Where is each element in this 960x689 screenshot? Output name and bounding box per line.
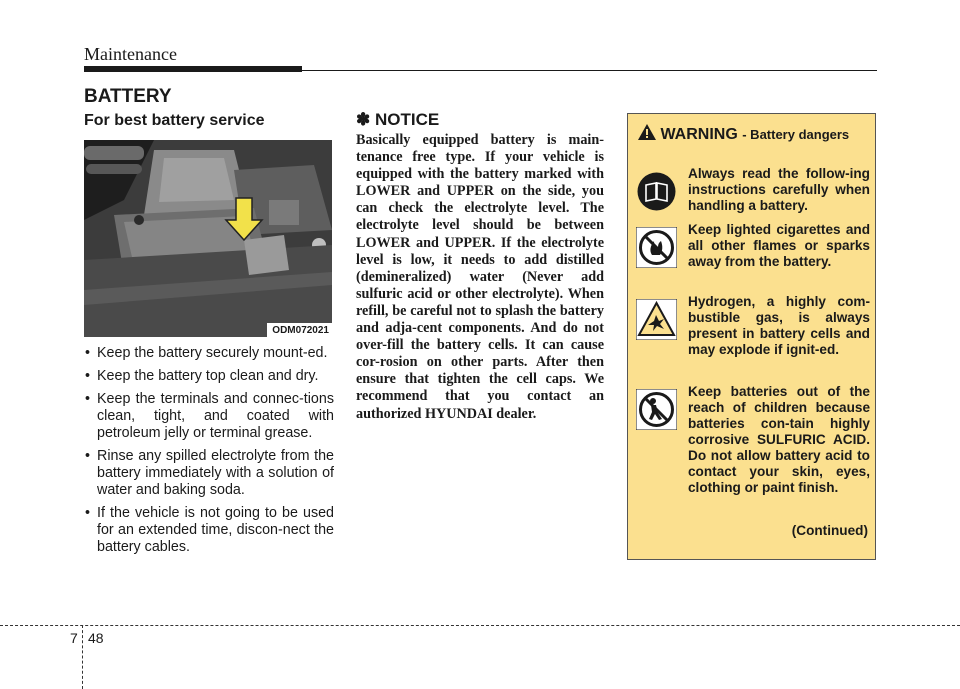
bullet-text: If the vehicle is not going to be used for an extended time, discon-nect the battery cables.: [97, 505, 334, 555]
warning-item-text: Hydrogen, a highly com-bustible gas, is always present in battery cells and may explode if ignit-ed.: [688, 294, 870, 357]
subheading: For best battery service: [84, 112, 265, 129]
warning-item-text: Keep batteries out of the reach of children because batteries con-tain highly corrosive SULFURIC ACID. Do not allow battery acid to contact your skin, eyes, clothing or paint finish.: [688, 384, 870, 495]
bullet-marker: •: [85, 345, 91, 361]
warning-box: [627, 113, 876, 560]
list-item: [84, 345, 334, 362]
photo-caption: ODM072021: [267, 323, 332, 337]
battery-photo: [84, 140, 332, 337]
warning-subtitle: - Battery dangers: [742, 127, 850, 142]
notice-body: Basically equipped battery is main-tenance free type. If your vehicle is equipped with the battery marked with LOWER and UPPER on the side, you can check the electrolyte level. The electrolyte level should be between LOWER and UPPER. If the electrolyte level is low, it needs to add distilled (demineralized) water (Never add sulfuric acid or other electrolyte). When refill, be careful not to splash the battery and adja-cent components. And do not over-fill the battery cells. It can cause cor-rosion on other parts. After then ensure that tighten the cell caps. We recommend that you contact an authorized HYUNDAI dealer.: [356, 132, 604, 422]
warning-title: WARNING: [660, 126, 738, 143]
warning-header: [638, 124, 873, 144]
bullet-marker: •: [85, 448, 91, 464]
notice-heading: ✽ NOTICE: [356, 110, 440, 129]
no-smoking-flame-icon: [636, 227, 677, 268]
bullet-marker: •: [85, 505, 91, 521]
bullet-text: Keep the battery top clean and dry.: [97, 368, 319, 384]
continued-label: (Continued): [791, 523, 868, 538]
bullet-list: [84, 345, 334, 562]
explosion-hazard-icon: [636, 299, 677, 340]
bullet-text: Rinse any spilled electrolyte from the battery immediately with a solution of water and baking soda.: [97, 448, 334, 498]
bullet-text: Keep the terminals and connec-tions clean, tight, and coated with petroleum jelly or terminal grease.: [97, 391, 334, 441]
header-bar: [84, 66, 302, 72]
header-rule: [302, 70, 877, 71]
bullet-marker: •: [85, 391, 91, 407]
engine-bay-illustration: [84, 140, 332, 337]
keep-away-children-icon: [636, 389, 677, 430]
page-header-title: Maintenance: [84, 44, 177, 64]
footer-divider: [82, 625, 83, 689]
list-item: [84, 505, 334, 556]
read-manual-icon: [636, 171, 677, 212]
bullet-marker: •: [85, 368, 91, 384]
section-title: BATTERY: [84, 86, 172, 107]
bullet-text: Keep the battery securely mount-ed.: [97, 345, 328, 361]
page-number: 48: [88, 630, 104, 646]
warning-triangle-icon: [638, 124, 656, 140]
chapter-number: 7: [70, 630, 78, 646]
footer-rule: [0, 625, 960, 626]
warning-item-text: Always read the follow-ing instructions carefully when handling a battery.: [688, 166, 870, 213]
list-item: [84, 368, 334, 385]
list-item: [84, 448, 334, 499]
warning-item-text: Keep lighted cigarettes and all other flames or sparks away from the battery.: [688, 222, 870, 269]
list-item: [84, 391, 334, 442]
